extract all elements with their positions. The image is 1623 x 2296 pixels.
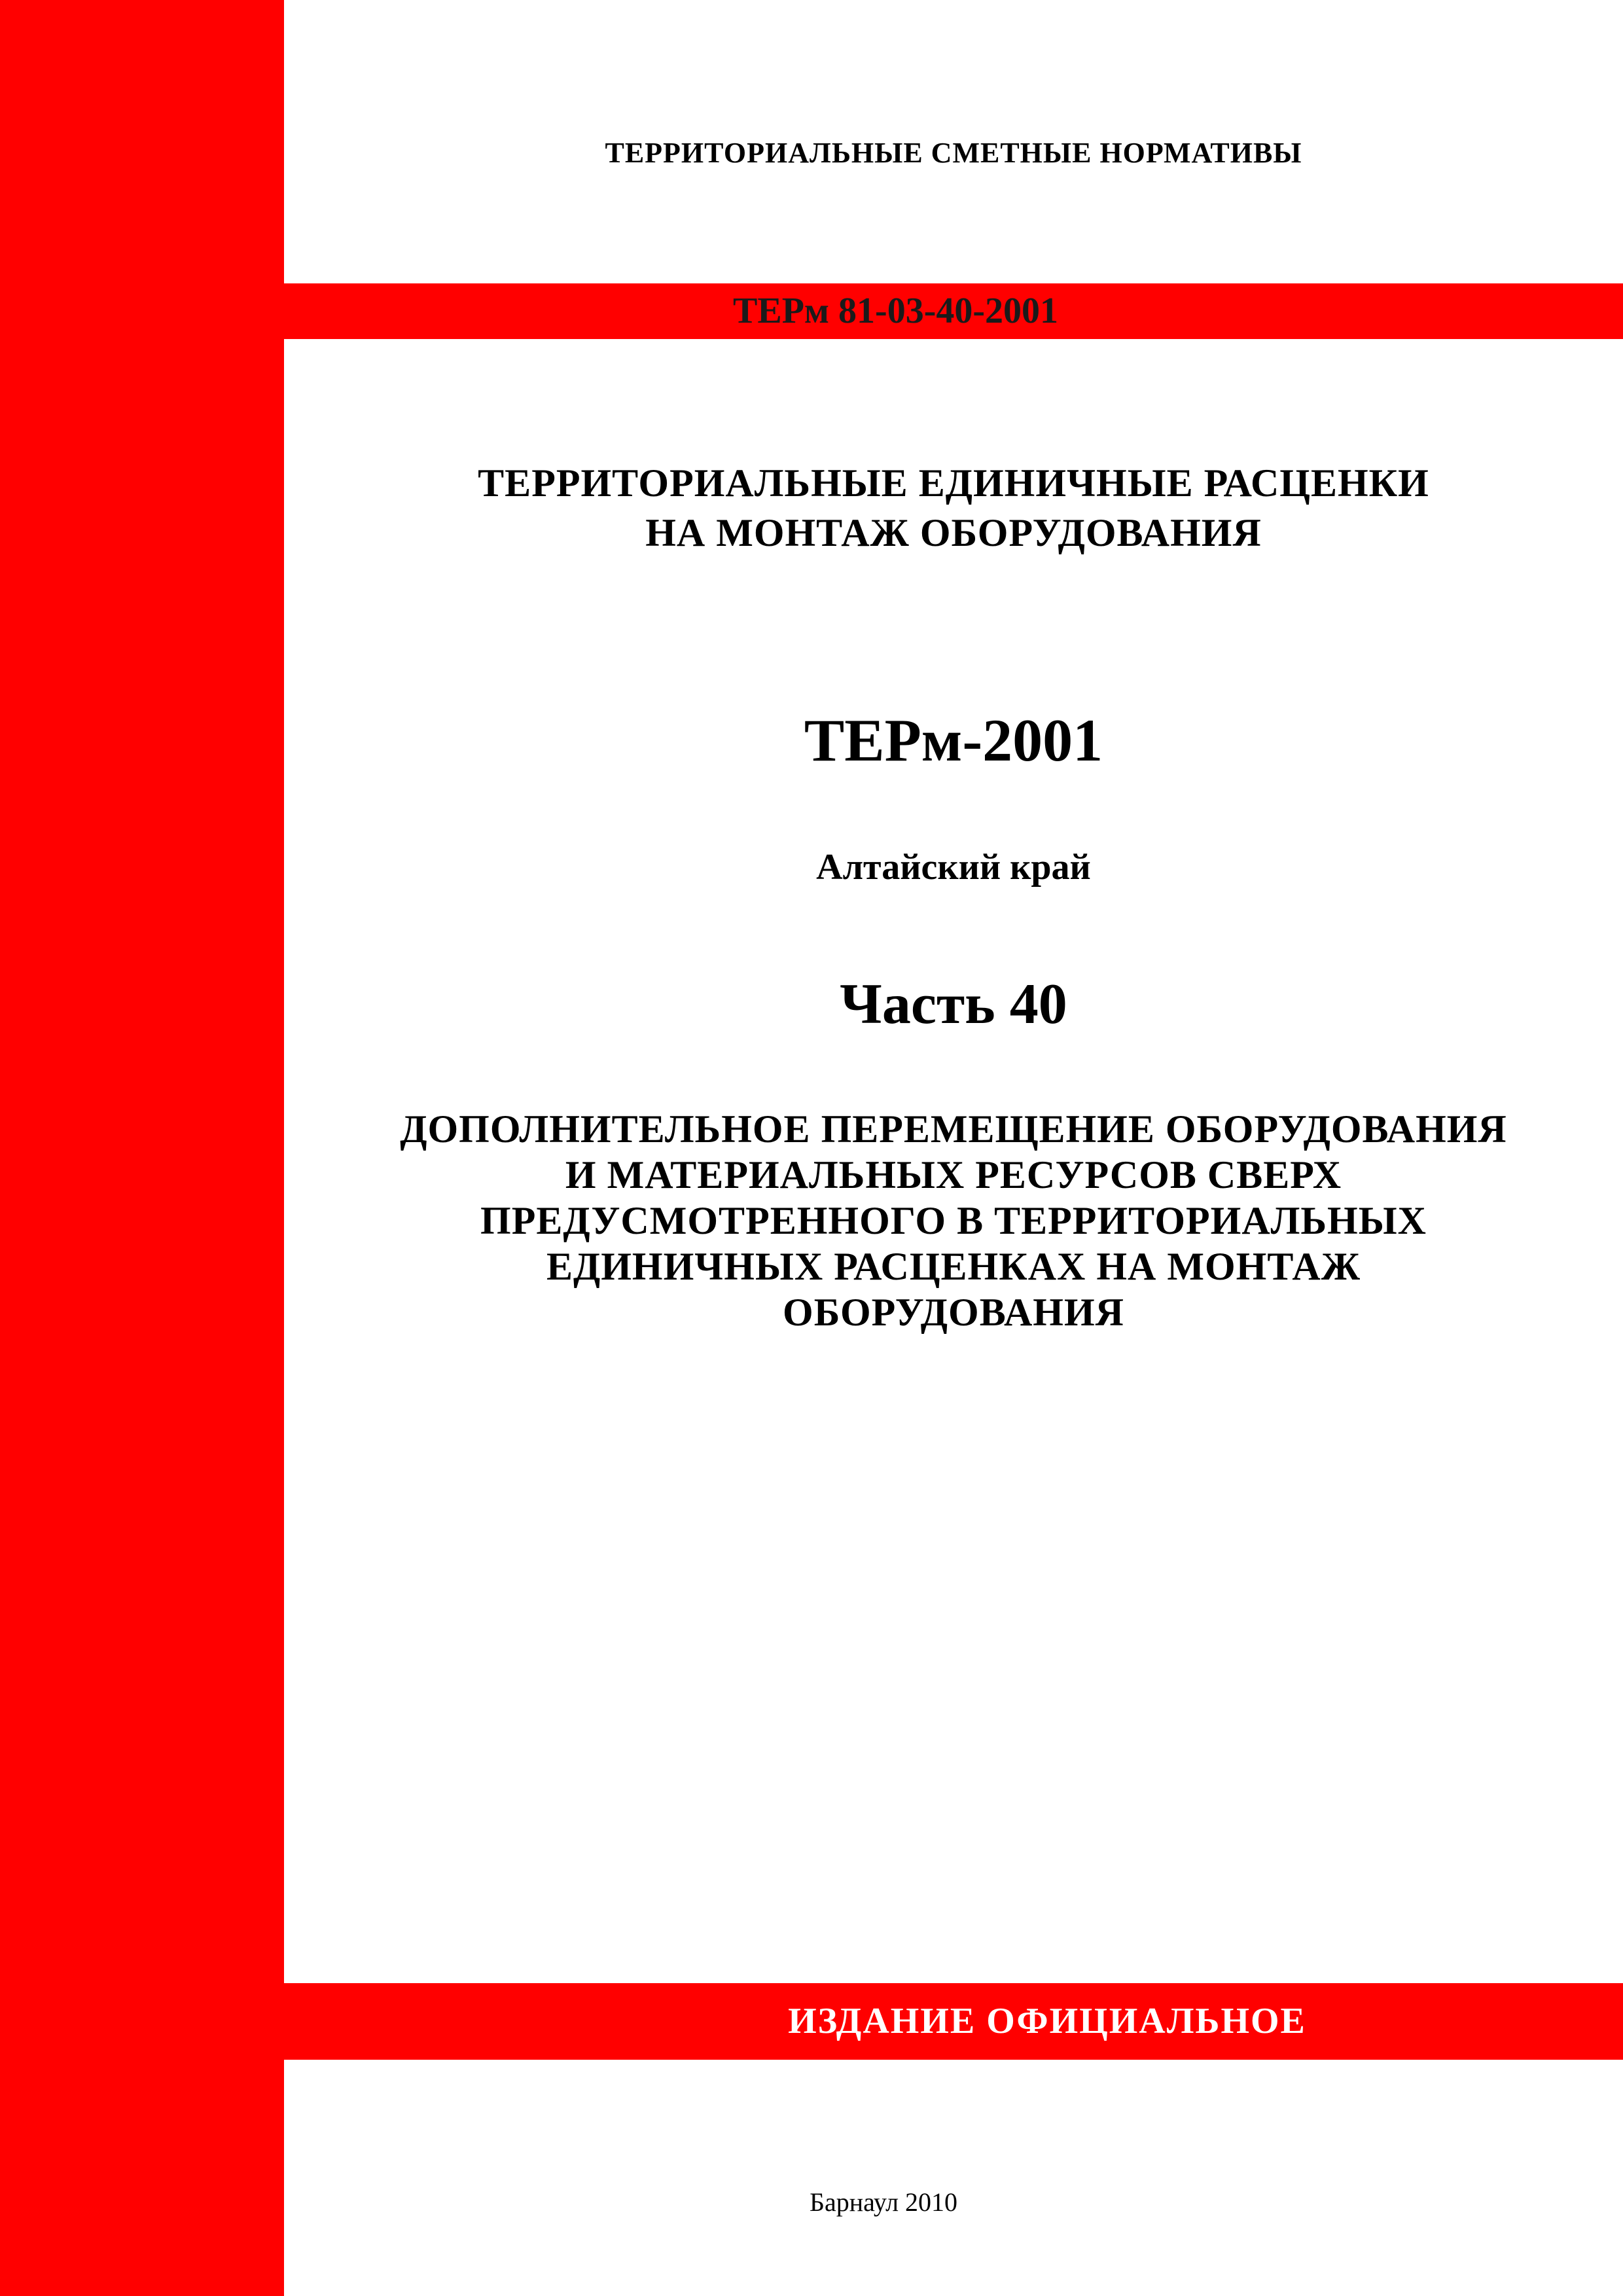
main-title	[284, 458, 1623, 558]
left-red-stripe	[0, 0, 284, 2296]
part-number: Часть 40	[840, 973, 1067, 1036]
official-edition: ИЗДАНИЕ ОФИЦИАЛЬНОЕ	[788, 2001, 1306, 2041]
part-title-line: ОБОРУДОВАНИЯ	[783, 1291, 1124, 1334]
part-title-line: ЕДИНИЧНЫХ РАСЦЕНКАХ НА МОНТАЖ	[546, 1245, 1361, 1288]
series-title: ТЕРРИТОРИАЛЬНЫЕ СМЕТНЫЕ НОРМАТИВЫ	[605, 137, 1302, 169]
region: Алтайский край	[816, 847, 1091, 888]
doc-code: ТЕРм 81-03-40-2001	[733, 291, 1058, 331]
city-year: Барнаул 2010	[809, 2187, 958, 2217]
short-code: ТЕРм-2001	[804, 707, 1103, 774]
part-title-line: ДОПОЛНИТЕЛЬНОЕ ПЕРЕМЕЩЕНИЕ ОБОРУДОВАНИЯ	[400, 1107, 1507, 1151]
part-title	[284, 1106, 1623, 1335]
main-title-line: ТЕРРИТОРИАЛЬНЫЕ ЕДИНИЧНЫЕ РАСЦЕНКИ	[478, 461, 1429, 505]
part-title-line: И МАТЕРИАЛЬНЫХ РЕСУРСОВ СВЕРХ	[565, 1153, 1342, 1196]
main-title-line: НА МОНТАЖ ОБОРУДОВАНИЯ	[645, 511, 1262, 554]
part-title-line: ПРЕДУСМОТРЕННОГО В ТЕРРИТОРИАЛЬНЫХ	[480, 1199, 1427, 1242]
